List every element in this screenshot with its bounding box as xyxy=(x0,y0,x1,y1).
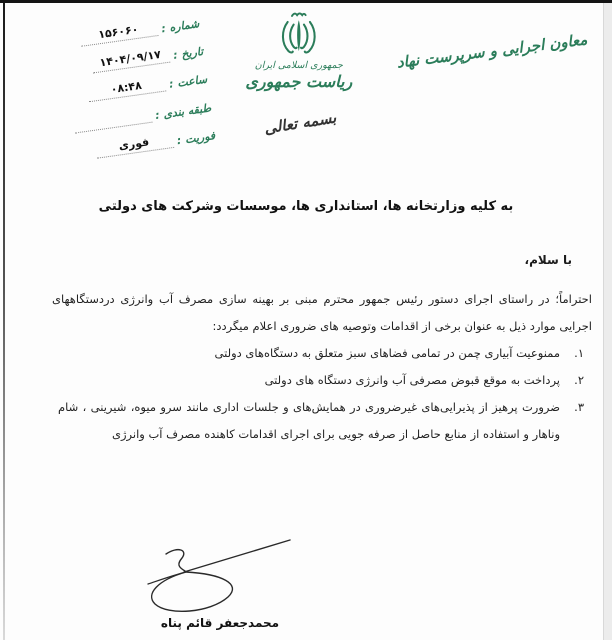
iran-allah-emblem-icon xyxy=(273,10,325,58)
scan-left-edge xyxy=(3,3,5,640)
time-label: ساعت : xyxy=(168,72,208,91)
handwritten-signature-icon xyxy=(144,532,296,616)
list-item xyxy=(58,340,584,367)
number-value: ۱۵۶۰۶۰ xyxy=(97,22,140,42)
list-item xyxy=(58,367,584,394)
org-name-line1: جمهوری اسلامی ایران xyxy=(254,60,343,71)
number-dotted-line xyxy=(78,16,158,47)
date-value: ۱۴۰۴/۰۹/۱۷ xyxy=(98,47,162,70)
number-label: شماره : xyxy=(160,17,201,36)
scan-right-edge xyxy=(603,3,612,640)
body-paragraph: احتراماً؛ در راستای اجرای دستور رئیس جمهور محترم مبنی بر بهینه سازی مصرف آب وانرژی دردستگاههای اجرایی موارد ذیل به عنوان برخی از اقدامات وتوصیه های ضروری اعلام میگردد: xyxy=(52,292,592,333)
date-label: تاریخ : xyxy=(172,44,205,63)
signature-block xyxy=(138,532,302,630)
item-number: ۳. xyxy=(574,400,584,414)
urgency-dotted-line xyxy=(94,128,174,159)
directive-list xyxy=(58,340,584,448)
org-name-line2: ریاست جمهوری xyxy=(245,72,353,91)
office-title: معاون اجرایی و سرپرست نهاد xyxy=(395,30,589,72)
salutation: با سلام، xyxy=(524,253,572,267)
recipient-heading: به کلیه وزارتخانه ها، استانداری ها، موسسات وشرکت های دولتی xyxy=(98,199,514,214)
urgency-value: فوری xyxy=(117,135,150,153)
item-number: ۱. xyxy=(574,346,584,360)
urgency-label: فوریت : xyxy=(176,129,216,148)
signatory-name: محمدجعفر قائم پناه xyxy=(160,616,280,630)
item-text: ممنوعیت آبیاری چمن در تمامی فضاهای سبز متعلق به دستگاه‌های دولتی xyxy=(214,346,560,360)
item-number: ۲. xyxy=(574,373,584,387)
item-text: ضرورت پرهیز از پذیرایی‌های غیرضروری در همایش‌های و جلسات اداری مانند سرو میوه، شیرینی ، شام وناهار و استفاده از منابع حاصل از صرفه جویی برای اجرای اقدامات کاهنده مصرف آب وانرژی xyxy=(58,400,560,441)
list-item xyxy=(58,394,584,448)
letter-meta-block xyxy=(21,10,217,174)
time-value: ۰۸:۴۸ xyxy=(109,78,143,97)
time-dotted-line xyxy=(86,72,166,103)
scan-top-edge xyxy=(0,0,612,3)
item-text: پرداخت به موقع قبوض مصرفی آب وانرژی دستگاه های دولتی xyxy=(264,373,560,387)
classification-label: طبقه بندی : xyxy=(154,101,212,123)
bismillah-calligraphy: بسمه تعالی xyxy=(262,108,338,138)
letterhead-emblem-block xyxy=(209,10,389,91)
date-dotted-line xyxy=(90,43,170,74)
